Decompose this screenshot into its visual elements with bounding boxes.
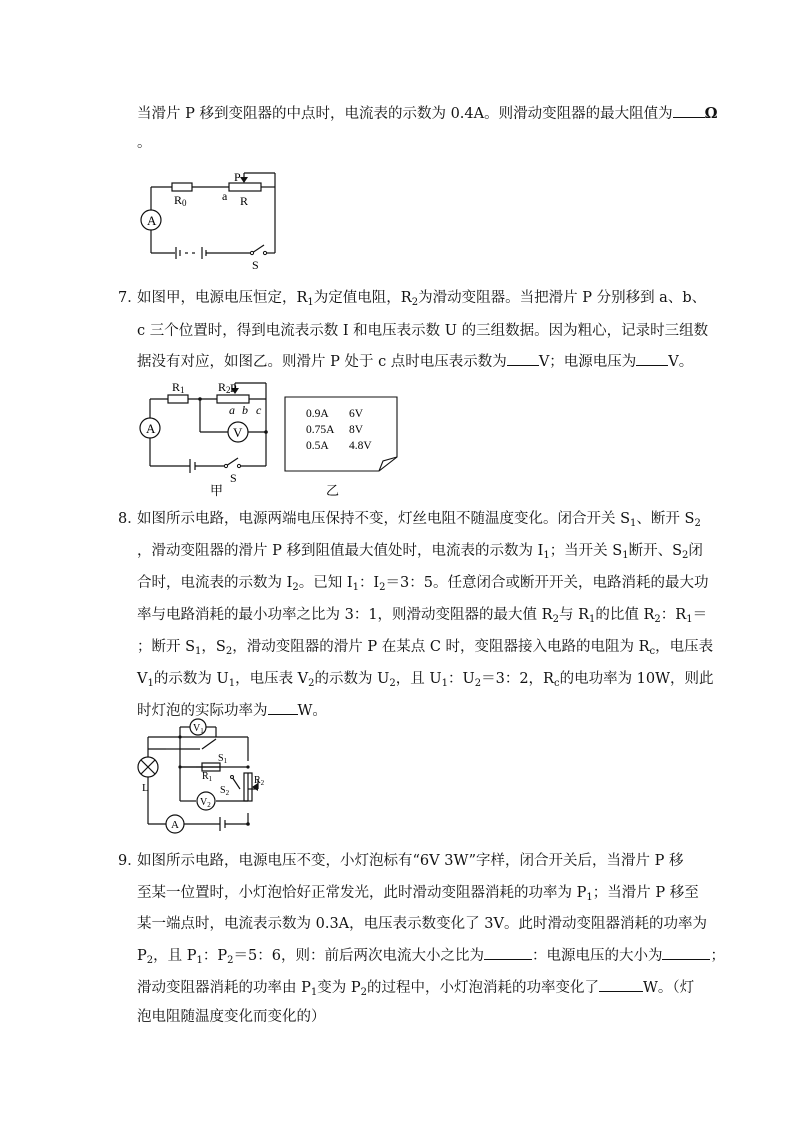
point-a-label: a <box>229 403 235 417</box>
r1-label: R1 <box>172 380 185 395</box>
q7-number: 7． <box>118 290 142 306</box>
q7-data-card <box>283 395 403 501</box>
answer-blank[interactable] <box>636 351 668 366</box>
table-cell: 0.75A <box>306 424 335 436</box>
table-cell: 0.5A <box>306 440 329 452</box>
q6-circuit-diagram <box>130 165 290 275</box>
r2-label: R2 <box>218 380 231 395</box>
point-c-label: c <box>256 403 262 417</box>
table-cell: 6V <box>349 408 364 420</box>
answer-blank[interactable] <box>268 700 298 715</box>
answer-blank[interactable] <box>507 351 539 366</box>
v1-label: $V_1$ <box>193 723 204 735</box>
switch-label: S <box>230 471 237 485</box>
q9-line-5: 滑动变阻器消耗的功率由 $P_1$变为 $P_2$的过程中，小灯泡消耗的功率变化了 W。（灯 <box>137 977 694 998</box>
table-cell: 8V <box>349 424 364 436</box>
q6-unit: Ω <box>704 105 718 122</box>
v2-label: $V_2$ <box>200 797 211 809</box>
table-cell: 0.9A <box>306 408 329 420</box>
figure-caption-jia: 甲 <box>210 483 224 498</box>
answer-blank[interactable] <box>662 945 710 960</box>
point-b-label: b <box>242 403 248 417</box>
q6-text: 当滑片 P 移到变阻器的中点时，电流表的示数为 0.4A。则滑动变阻器的最大阻值为 <box>137 106 673 122</box>
q9-line-2: 至某一位置时，小灯泡恰好正常发光，此时滑动变阻器消耗的功率为 $P_1$；当滑片 P 移至 <box>137 885 699 903</box>
r1-label: $R_1$ <box>202 771 213 783</box>
q7-line-1: 如图甲，电源电压恒定，$R_1$为定值电阻，$R_2$为滑动变阻器。当把滑片 P 分别移到 a、b、 <box>137 290 707 308</box>
slide-rheostat <box>217 395 249 403</box>
q7-line-3: 据没有对应，如图乙。则滑片 P 处于 c 点时电压表示数为 V；电源电压为 V。 <box>137 351 693 372</box>
q9-line-6: 泡电阻随温度变化而变化的） <box>137 1009 326 1025</box>
point-a-label: a <box>222 189 228 203</box>
q8-line-1: 如图所示电路，电源两端电压保持不变，灯丝电阻不随温度变化。闭合开关 $S_1$、断开 $S_2$ <box>137 511 701 529</box>
slider-p-label: P <box>230 381 237 395</box>
q7-circuit-diagram <box>130 378 280 498</box>
figure-caption-yi: 乙 <box>326 483 340 498</box>
slide-rheostat <box>229 183 261 191</box>
r0-resistor <box>172 183 192 191</box>
q9-line-3: 某一端点时，电流表示数为 0.3A，电压表示数变化了 3V。此时滑动变阻器消耗的功率为 <box>137 916 707 932</box>
table-cell: 4.8V <box>349 440 372 452</box>
answer-blank[interactable] <box>484 945 532 960</box>
q8-line-4: 率与电路消耗的最小功率之比为 3：1，则滑动变阻器的最大值 $R_2$与 $R_1$的比值 $R_2$：$R_1=$ <box>137 607 708 625</box>
q8-line-2: ，滑动变阻器的滑片 P 移到阻值最大值处时，电流表的示数为 $I_1$；当开关 $S_1$断开、$S_2$闭 <box>137 543 703 561</box>
q8-number: 8． <box>118 511 142 527</box>
lamp-label: L <box>142 782 149 794</box>
q8-line-7: 时灯泡的实际功率为 W。 <box>137 700 327 721</box>
q8-line-6: $V_1$的示数为 $U_1$，电压表 $V_2$的示数为 $U_2$，且 $U_1$：$U_2=3$：2，$R_c$的电功率为 10W，则此 <box>137 671 714 689</box>
q9-line-4: $P_2$，且 $P_1$：$P_2=5$：6，则：前后两次电流大小之比为 ：电源电压的大小为 ； <box>137 945 725 966</box>
answer-blank[interactable] <box>599 977 643 992</box>
q8-circuit-diagram <box>140 725 280 840</box>
answer-blank[interactable] <box>673 103 705 118</box>
s2-label: $S_2$ <box>220 785 230 797</box>
rheostat-label: R <box>240 194 249 208</box>
ammeter-label: A <box>171 819 179 831</box>
q8-line-5: ；断开 $S_1$，$S_2$，滑动变阻器的滑片 P 在某点 C 时，变阻器接入电路的电阻为 $R_c$，电压表 <box>137 639 714 657</box>
r0-label: R0 <box>174 193 187 208</box>
voltmeter-label: V <box>233 425 243 440</box>
s1-label: $S_1$ <box>218 753 228 765</box>
slider-p-label: P <box>234 170 241 184</box>
r2-label: $R_2$ <box>254 775 265 787</box>
r1-resistor <box>168 395 188 403</box>
q6-line-1 <box>137 103 718 124</box>
switch-label: S <box>252 258 259 272</box>
q6-line-2: 。 <box>137 135 152 151</box>
ammeter-label: A <box>146 421 156 436</box>
q9-line-1: 如图所示电路，电源电压不变，小灯泡标有“6V 3W”字样，闭合开关后，当滑片 P 移 <box>137 853 684 869</box>
ammeter-label: A <box>147 213 157 228</box>
q9-number: 9． <box>118 853 142 869</box>
q7-line-2: c 三个位置时，得到电流表示数 I 和电压表示数 U 的三组数据。因为粗心，记录时三组数 <box>137 323 709 339</box>
q8-line-3: 合时，电流表的示数为 $I_2$。已知 $I_1$：$I_2=3$：5。任意闭合或断开开关，电路消耗的最大功 <box>137 575 709 593</box>
slider-arrow <box>240 177 248 183</box>
